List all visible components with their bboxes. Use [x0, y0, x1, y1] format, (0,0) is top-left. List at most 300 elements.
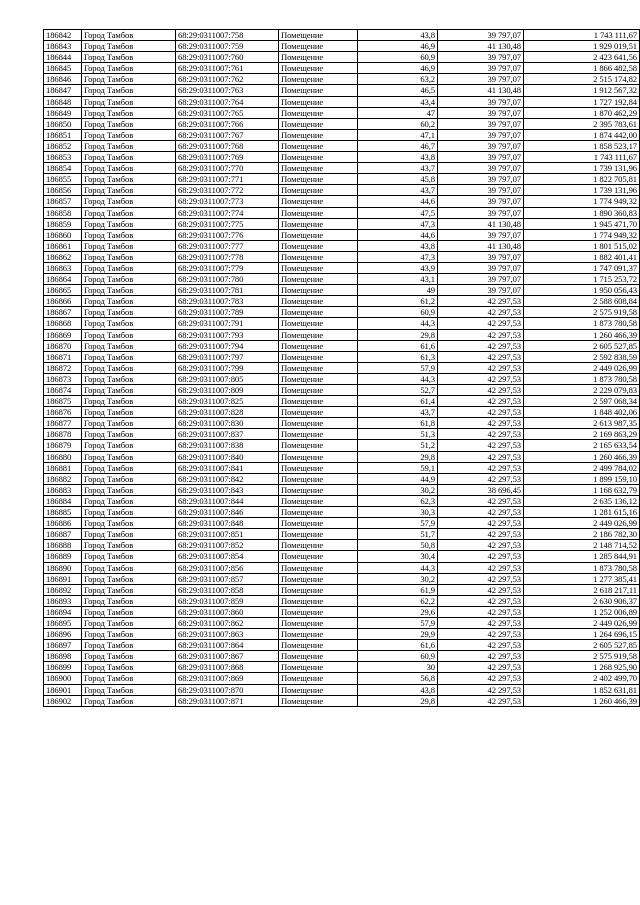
- cadastral-number-cell: 68:29:0311007:828: [176, 407, 279, 418]
- area-cell: 47,1: [358, 129, 438, 140]
- table-row: [44, 107, 640, 118]
- table-row: [44, 640, 640, 651]
- object-type-cell: Помещение: [279, 584, 358, 595]
- city-cell: Город Тамбов: [82, 673, 176, 684]
- row-number-cell: 186873: [44, 373, 82, 384]
- city-cell: Город Тамбов: [82, 440, 176, 451]
- object-type-cell: Помещение: [279, 340, 358, 351]
- cadastral-number-cell: 68:29:0311007:830: [176, 418, 279, 429]
- city-cell: Город Тамбов: [82, 595, 176, 606]
- object-type-cell: Помещение: [279, 296, 358, 307]
- object-type-cell: Помещение: [279, 41, 358, 52]
- cadastral-value-cell: 1 252 006,89: [524, 606, 640, 617]
- table-row: [44, 196, 640, 207]
- cadastral-value-cell: 2 605 527,85: [524, 340, 640, 351]
- city-cell: Город Тамбов: [82, 274, 176, 285]
- table-row: [44, 240, 640, 251]
- row-number-cell: 186857: [44, 196, 82, 207]
- city-cell: Город Тамбов: [82, 41, 176, 52]
- cadastral-value-cell: 2 630 906,37: [524, 595, 640, 606]
- cadastral-number-cell: 68:29:0311007:844: [176, 495, 279, 506]
- cadastral-value-cell: 1 873 780,58: [524, 373, 640, 384]
- cadastral-number-cell: 68:29:0311007:838: [176, 440, 279, 451]
- object-type-cell: Помещение: [279, 518, 358, 529]
- row-number-cell: 186850: [44, 118, 82, 129]
- specific-value-cell: 42 297,53: [438, 318, 524, 329]
- city-cell: Город Тамбов: [82, 662, 176, 673]
- area-cell: 57,9: [358, 518, 438, 529]
- city-cell: Город Тамбов: [82, 296, 176, 307]
- table-row: [44, 573, 640, 584]
- cadastral-value-cell: 2 588 608,84: [524, 296, 640, 307]
- table-row: [44, 396, 640, 407]
- specific-value-cell: 42 297,53: [438, 606, 524, 617]
- row-number-cell: 186859: [44, 218, 82, 229]
- table-row: [44, 418, 640, 429]
- cadastral-number-cell: 68:29:0311007:841: [176, 462, 279, 473]
- row-number-cell: 186882: [44, 473, 82, 484]
- area-cell: 29,6: [358, 606, 438, 617]
- row-number-cell: 186878: [44, 429, 82, 440]
- row-number-cell: 186881: [44, 462, 82, 473]
- area-cell: 49: [358, 285, 438, 296]
- table-row: [44, 507, 640, 518]
- object-type-cell: Помещение: [279, 251, 358, 262]
- object-type-cell: Помещение: [279, 673, 358, 684]
- table-row: [44, 118, 640, 129]
- object-type-cell: Помещение: [279, 629, 358, 640]
- cadastral-number-cell: 68:29:0311007:862: [176, 617, 279, 628]
- city-cell: Город Тамбов: [82, 207, 176, 218]
- specific-value-cell: 39 797,07: [438, 285, 524, 296]
- specific-value-cell: 42 297,53: [438, 385, 524, 396]
- row-number-cell: 186868: [44, 318, 82, 329]
- object-type-cell: Помещение: [279, 307, 358, 318]
- table-row: [44, 551, 640, 562]
- table-row: [44, 385, 640, 396]
- cadastral-number-cell: 68:29:0311007:858: [176, 584, 279, 595]
- city-cell: Город Тамбов: [82, 30, 176, 41]
- specific-value-cell: 39 797,07: [438, 174, 524, 185]
- area-cell: 47,3: [358, 218, 438, 229]
- row-number-cell: 186863: [44, 262, 82, 273]
- cadastral-value-cell: 1 281 615,16: [524, 507, 640, 518]
- object-type-cell: Помещение: [279, 174, 358, 185]
- area-cell: 47,5: [358, 207, 438, 218]
- table-row: [44, 518, 640, 529]
- area-cell: 44,6: [358, 196, 438, 207]
- specific-value-cell: 39 797,07: [438, 196, 524, 207]
- specific-value-cell: 39 797,07: [438, 118, 524, 129]
- specific-value-cell: 42 297,53: [438, 373, 524, 384]
- cadastral-value-cell: 1 774 949,32: [524, 229, 640, 240]
- object-type-cell: Помещение: [279, 52, 358, 63]
- cadastral-value-cell: 2 499 784,02: [524, 462, 640, 473]
- row-number-cell: 186864: [44, 274, 82, 285]
- row-number-cell: 186880: [44, 451, 82, 462]
- city-cell: Город Тамбов: [82, 285, 176, 296]
- specific-value-cell: 42 297,53: [438, 362, 524, 373]
- cadastral-value-cell: 1 929 019,51: [524, 41, 640, 52]
- area-cell: 43,7: [358, 407, 438, 418]
- cadastral-number-cell: 68:29:0311007:772: [176, 185, 279, 196]
- specific-value-cell: 39 797,07: [438, 207, 524, 218]
- table-row: [44, 495, 640, 506]
- city-cell: Город Тамбов: [82, 85, 176, 96]
- cadastral-number-cell: 68:29:0311007:769: [176, 152, 279, 163]
- specific-value-cell: 42 297,53: [438, 562, 524, 573]
- cadastral-number-cell: 68:29:0311007:779: [176, 262, 279, 273]
- area-cell: 63,2: [358, 74, 438, 85]
- specific-value-cell: 42 297,53: [438, 684, 524, 695]
- city-cell: Город Тамбов: [82, 329, 176, 340]
- row-number-cell: 186862: [44, 251, 82, 262]
- cadastral-number-cell: 68:29:0311007:770: [176, 163, 279, 174]
- area-cell: 61,2: [358, 296, 438, 307]
- specific-value-cell: 42 297,53: [438, 473, 524, 484]
- specific-value-cell: 38 696,45: [438, 484, 524, 495]
- object-type-cell: Помещение: [279, 507, 358, 518]
- cadastral-number-cell: 68:29:0311007:856: [176, 562, 279, 573]
- table-row: [44, 451, 640, 462]
- row-number-cell: 186896: [44, 629, 82, 640]
- row-number-cell: 186898: [44, 651, 82, 662]
- area-cell: 43,1: [358, 274, 438, 285]
- table-row: [44, 584, 640, 595]
- cadastral-value-cell: 2 618 217,11: [524, 584, 640, 595]
- row-number-cell: 186884: [44, 495, 82, 506]
- row-number-cell: 186902: [44, 695, 82, 706]
- object-type-cell: Помещение: [279, 196, 358, 207]
- object-type-cell: Помещение: [279, 30, 358, 41]
- row-number-cell: 186897: [44, 640, 82, 651]
- row-number-cell: 186889: [44, 551, 82, 562]
- object-type-cell: Помещение: [279, 440, 358, 451]
- cadastral-number-cell: 68:29:0311007:870: [176, 684, 279, 695]
- table-row: [44, 362, 640, 373]
- area-cell: 61,3: [358, 351, 438, 362]
- area-cell: 29,8: [358, 329, 438, 340]
- specific-value-cell: 42 297,53: [438, 495, 524, 506]
- object-type-cell: Помещение: [279, 484, 358, 495]
- area-cell: 60,9: [358, 307, 438, 318]
- specific-value-cell: 42 297,53: [438, 617, 524, 628]
- row-number-cell: 186870: [44, 340, 82, 351]
- specific-value-cell: 42 297,53: [438, 584, 524, 595]
- specific-value-cell: 39 797,07: [438, 185, 524, 196]
- cadastral-number-cell: 68:29:0311007:851: [176, 529, 279, 540]
- row-number-cell: 186848: [44, 96, 82, 107]
- city-cell: Город Тамбов: [82, 185, 176, 196]
- specific-value-cell: 42 297,53: [438, 462, 524, 473]
- row-number-cell: 186872: [44, 362, 82, 373]
- city-cell: Город Тамбов: [82, 484, 176, 495]
- object-type-cell: Помещение: [279, 318, 358, 329]
- area-cell: 46,5: [358, 85, 438, 96]
- area-cell: 61,8: [358, 418, 438, 429]
- row-number-cell: 186888: [44, 540, 82, 551]
- table-row: [44, 351, 640, 362]
- object-type-cell: Помещение: [279, 362, 358, 373]
- row-number-cell: 186894: [44, 606, 82, 617]
- area-cell: 61,4: [358, 396, 438, 407]
- cadastral-number-cell: 68:29:0311007:864: [176, 640, 279, 651]
- area-cell: 62,2: [358, 595, 438, 606]
- area-cell: 59,1: [358, 462, 438, 473]
- specific-value-cell: 39 797,07: [438, 140, 524, 151]
- object-type-cell: Помещение: [279, 473, 358, 484]
- city-cell: Город Тамбов: [82, 684, 176, 695]
- object-type-cell: Помещение: [279, 274, 358, 285]
- object-type-cell: Помещение: [279, 662, 358, 673]
- city-cell: Город Тамбов: [82, 129, 176, 140]
- row-number-cell: 186893: [44, 595, 82, 606]
- area-cell: 60,2: [358, 118, 438, 129]
- specific-value-cell: 41 130,48: [438, 41, 524, 52]
- cadastral-number-cell: 68:29:0311007:797: [176, 351, 279, 362]
- object-type-cell: Помещение: [279, 152, 358, 163]
- object-type-cell: Помещение: [279, 63, 358, 74]
- cadastral-number-cell: 68:29:0311007:766: [176, 118, 279, 129]
- cadastral-value-cell: 2 613 987,35: [524, 418, 640, 429]
- cadastral-value-cell: 2 169 863,29: [524, 429, 640, 440]
- area-cell: 43,4: [358, 96, 438, 107]
- city-cell: Город Тамбов: [82, 551, 176, 562]
- row-number-cell: 186877: [44, 418, 82, 429]
- cadastral-value-cell: 1 268 925,90: [524, 662, 640, 673]
- cadastral-value-cell: 1 873 780,58: [524, 562, 640, 573]
- cadastral-number-cell: 68:29:0311007:774: [176, 207, 279, 218]
- row-number-cell: 186858: [44, 207, 82, 218]
- specific-value-cell: 39 797,07: [438, 229, 524, 240]
- cadastral-number-cell: 68:29:0311007:777: [176, 240, 279, 251]
- specific-value-cell: 39 797,07: [438, 274, 524, 285]
- cadastral-value-cell: 1 727 192,84: [524, 96, 640, 107]
- area-cell: 62,3: [358, 495, 438, 506]
- city-cell: Город Тамбов: [82, 196, 176, 207]
- row-number-cell: 186876: [44, 407, 82, 418]
- specific-value-cell: 42 297,53: [438, 329, 524, 340]
- cadastral-value-cell: 2 186 782,30: [524, 529, 640, 540]
- row-number-cell: 186860: [44, 229, 82, 240]
- area-cell: 52,7: [358, 385, 438, 396]
- city-cell: Город Тамбов: [82, 462, 176, 473]
- cadastral-number-cell: 68:29:0311007:863: [176, 629, 279, 640]
- object-type-cell: Помещение: [279, 551, 358, 562]
- specific-value-cell: 42 297,53: [438, 451, 524, 462]
- area-cell: 56,8: [358, 673, 438, 684]
- object-type-cell: Помещение: [279, 451, 358, 462]
- cadastral-value-cell: 1 277 385,41: [524, 573, 640, 584]
- cadastral-number-cell: 68:29:0311007:799: [176, 362, 279, 373]
- cadastral-value-cell: 2 575 919,58: [524, 307, 640, 318]
- table-row: [44, 529, 640, 540]
- city-cell: Город Тамбов: [82, 140, 176, 151]
- object-type-cell: Помещение: [279, 595, 358, 606]
- row-number-cell: 186852: [44, 140, 82, 151]
- row-number-cell: 186875: [44, 396, 82, 407]
- table-row: [44, 174, 640, 185]
- object-type-cell: Помещение: [279, 351, 358, 362]
- object-type-cell: Помещение: [279, 695, 358, 706]
- cadastral-number-cell: 68:29:0311007:857: [176, 573, 279, 584]
- area-cell: 47: [358, 107, 438, 118]
- area-cell: 51,2: [358, 440, 438, 451]
- city-cell: Город Тамбов: [82, 640, 176, 651]
- object-type-cell: Помещение: [279, 418, 358, 429]
- cadastral-value-cell: 2 148 714,52: [524, 540, 640, 551]
- cadastral-value-cell: 1 866 482,58: [524, 63, 640, 74]
- city-cell: Город Тамбов: [82, 418, 176, 429]
- row-number-cell: 186854: [44, 163, 82, 174]
- cadastral-number-cell: 68:29:0311007:762: [176, 74, 279, 85]
- cadastral-value-cell: 2 515 174,82: [524, 74, 640, 85]
- row-number-cell: 186892: [44, 584, 82, 595]
- area-cell: 43,8: [358, 240, 438, 251]
- table-row: [44, 285, 640, 296]
- specific-value-cell: 42 297,53: [438, 351, 524, 362]
- cadastral-value-cell: 1 848 402,06: [524, 407, 640, 418]
- cadastral-number-cell: 68:29:0311007:781: [176, 285, 279, 296]
- table-row: [44, 673, 640, 684]
- table-row: [44, 440, 640, 451]
- object-type-cell: Помещение: [279, 85, 358, 96]
- cadastral-number-cell: 68:29:0311007:773: [176, 196, 279, 207]
- specific-value-cell: 39 797,07: [438, 152, 524, 163]
- city-cell: Город Тамбов: [82, 107, 176, 118]
- specific-value-cell: 42 297,53: [438, 296, 524, 307]
- cadastral-value-cell: 1 168 632,79: [524, 484, 640, 495]
- table-row: [44, 651, 640, 662]
- cadastral-number-cell: 68:29:0311007:771: [176, 174, 279, 185]
- specific-value-cell: 42 297,53: [438, 518, 524, 529]
- specific-value-cell: 42 297,53: [438, 507, 524, 518]
- object-type-cell: Помещение: [279, 118, 358, 129]
- cadastral-value-cell: 2 592 838,59: [524, 351, 640, 362]
- specific-value-cell: 42 297,53: [438, 540, 524, 551]
- object-type-cell: Помещение: [279, 96, 358, 107]
- area-cell: 51,7: [358, 529, 438, 540]
- specific-value-cell: 39 797,07: [438, 163, 524, 174]
- city-cell: Город Тамбов: [82, 451, 176, 462]
- city-cell: Город Тамбов: [82, 507, 176, 518]
- row-number-cell: 186855: [44, 174, 82, 185]
- table-row: [44, 52, 640, 63]
- row-number-cell: 186883: [44, 484, 82, 495]
- specific-value-cell: 42 297,53: [438, 440, 524, 451]
- cadastral-number-cell: 68:29:0311007:794: [176, 340, 279, 351]
- table-row: [44, 562, 640, 573]
- area-cell: 50,8: [358, 540, 438, 551]
- table-row: [44, 307, 640, 318]
- area-cell: 60,9: [358, 52, 438, 63]
- table-row: [44, 340, 640, 351]
- object-type-cell: Помещение: [279, 540, 358, 551]
- table-row: [44, 462, 640, 473]
- specific-value-cell: 42 297,53: [438, 640, 524, 651]
- cadastral-number-cell: 68:29:0311007:805: [176, 373, 279, 384]
- cadastral-value-cell: 2 165 633,54: [524, 440, 640, 451]
- cadastral-value-cell: 1 874 442,00: [524, 129, 640, 140]
- city-cell: Город Тамбов: [82, 318, 176, 329]
- table-row: [44, 85, 640, 96]
- specific-value-cell: 42 297,53: [438, 695, 524, 706]
- cadastral-value-cell: 1 945 471,70: [524, 218, 640, 229]
- cadastral-number-cell: 68:29:0311007:761: [176, 63, 279, 74]
- object-type-cell: Помещение: [279, 285, 358, 296]
- row-number-cell: 186890: [44, 562, 82, 573]
- object-type-cell: Помещение: [279, 617, 358, 628]
- object-type-cell: Помещение: [279, 329, 358, 340]
- table-row: [44, 407, 640, 418]
- row-number-cell: 186869: [44, 329, 82, 340]
- cadastral-number-cell: 68:29:0311007:768: [176, 140, 279, 151]
- cadastral-value-cell: 1 822 705,81: [524, 174, 640, 185]
- cadastral-value-cell: 1 858 523,17: [524, 140, 640, 151]
- row-number-cell: 186856: [44, 185, 82, 196]
- row-number-cell: 186844: [44, 52, 82, 63]
- row-number-cell: 186895: [44, 617, 82, 628]
- cadastral-number-cell: 68:29:0311007:867: [176, 651, 279, 662]
- cadastral-number-cell: 68:29:0311007:778: [176, 251, 279, 262]
- city-cell: Город Тамбов: [82, 429, 176, 440]
- cadastral-value-cell: 1 260 466,39: [524, 451, 640, 462]
- area-cell: 44,9: [358, 473, 438, 484]
- object-type-cell: Помещение: [279, 495, 358, 506]
- cadastral-number-cell: 68:29:0311007:837: [176, 429, 279, 440]
- cadastral-number-cell: 68:29:0311007:780: [176, 274, 279, 285]
- cadastral-value-cell: 2 449 026,99: [524, 617, 640, 628]
- city-cell: Город Тамбов: [82, 163, 176, 174]
- area-cell: 43,8: [358, 684, 438, 695]
- cadastral-number-cell: 68:29:0311007:852: [176, 540, 279, 551]
- cadastral-number-cell: 68:29:0311007:869: [176, 673, 279, 684]
- cadastral-value-cell: 1 715 253,72: [524, 274, 640, 285]
- area-cell: 43,8: [358, 152, 438, 163]
- city-cell: Город Тамбов: [82, 118, 176, 129]
- area-cell: 43,7: [358, 185, 438, 196]
- table-row: [44, 262, 640, 273]
- area-cell: 44,3: [358, 318, 438, 329]
- cadastral-number-cell: 68:29:0311007:846: [176, 507, 279, 518]
- cadastral-value-cell: 1 743 111,67: [524, 30, 640, 41]
- cadastral-number-cell: 68:29:0311007:871: [176, 695, 279, 706]
- city-cell: Город Тамбов: [82, 629, 176, 640]
- area-cell: 61,6: [358, 340, 438, 351]
- table-row: [44, 229, 640, 240]
- table-row: [44, 662, 640, 673]
- area-cell: 46,7: [358, 140, 438, 151]
- cadastral-value-cell: 1 852 631,81: [524, 684, 640, 695]
- row-number-cell: 186891: [44, 573, 82, 584]
- cadastral-number-cell: 68:29:0311007:765: [176, 107, 279, 118]
- cadastral-value-cell: 2 605 527,85: [524, 640, 640, 651]
- city-cell: Город Тамбов: [82, 473, 176, 484]
- row-number-cell: 186853: [44, 152, 82, 163]
- table-row: [44, 30, 640, 41]
- cadastral-number-cell: 68:29:0311007:783: [176, 296, 279, 307]
- cadastral-number-cell: 68:29:0311007:809: [176, 385, 279, 396]
- area-cell: 43,8: [358, 30, 438, 41]
- row-number-cell: 186849: [44, 107, 82, 118]
- cadastral-value-cell: 2 575 919,58: [524, 651, 640, 662]
- object-type-cell: Помещение: [279, 407, 358, 418]
- table-row: [44, 684, 640, 695]
- cadastral-value-cell: 1 950 056,43: [524, 285, 640, 296]
- specific-value-cell: 41 130,48: [438, 218, 524, 229]
- table-body: [44, 30, 640, 707]
- cadastral-value-cell: 1 747 091,37: [524, 262, 640, 273]
